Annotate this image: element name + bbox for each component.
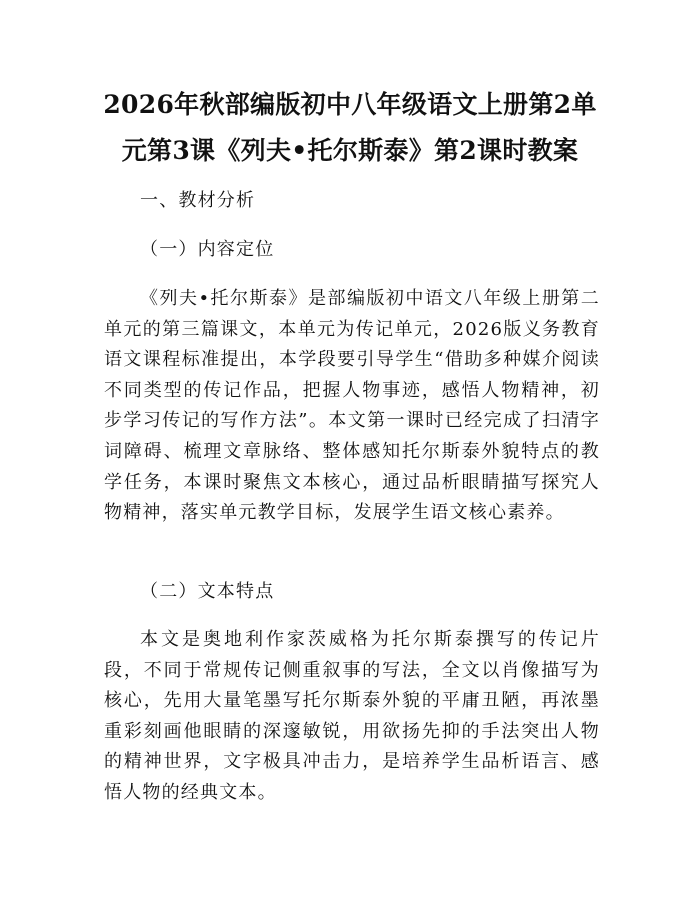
paragraph-content-positioning: 《列夫•托尔斯泰》是部编版初中语文八年级上册第二单元的第三篇课文，本单元为传记单元，2026版义务教育语文课程标准提出，本学段要引导学生“借助多种媒介阅读不同类型的传记作品，把握人物事迹，感悟人物精神，初步学习传记的写作方法”。本文第一课时已经完成了扫清字词障碍、梳理文章脉络、整体感知托尔斯泰外貌特点的教学任务，本课时聚焦文本核心，通过品析眼睛描写探究人物精神，落实单元教学目标，发展学生语文核心素养。	[104, 288, 600, 524]
paragraph-text-features: 本文是奥地利作家茨威格为托尔斯泰撰写的传记片段，不同于常规传记侧重叙事的写法，全文以肖像描写为核心，先用大量笔墨写托尔斯泰外貌的平庸丑陋，再浓墨重彩刻画他眼睛的深邃敏锐，用欲扬先抑的手法突出人物的精神世界，文字极具冲击力，是培养学生品析语言、感悟人物的经典文本。	[104, 629, 600, 803]
subsection-heading-text-features: （二）文本特点	[140, 581, 275, 602]
document-title: 2026年秋部编版初中八年级语文上册第2单元第3课《列夫•托尔斯泰》第2课时教案	[103, 90, 597, 165]
section-heading-textbook-analysis: 一、教材分析	[140, 190, 256, 211]
subsection-heading-content-positioning: （一）内容定位	[140, 239, 275, 260]
